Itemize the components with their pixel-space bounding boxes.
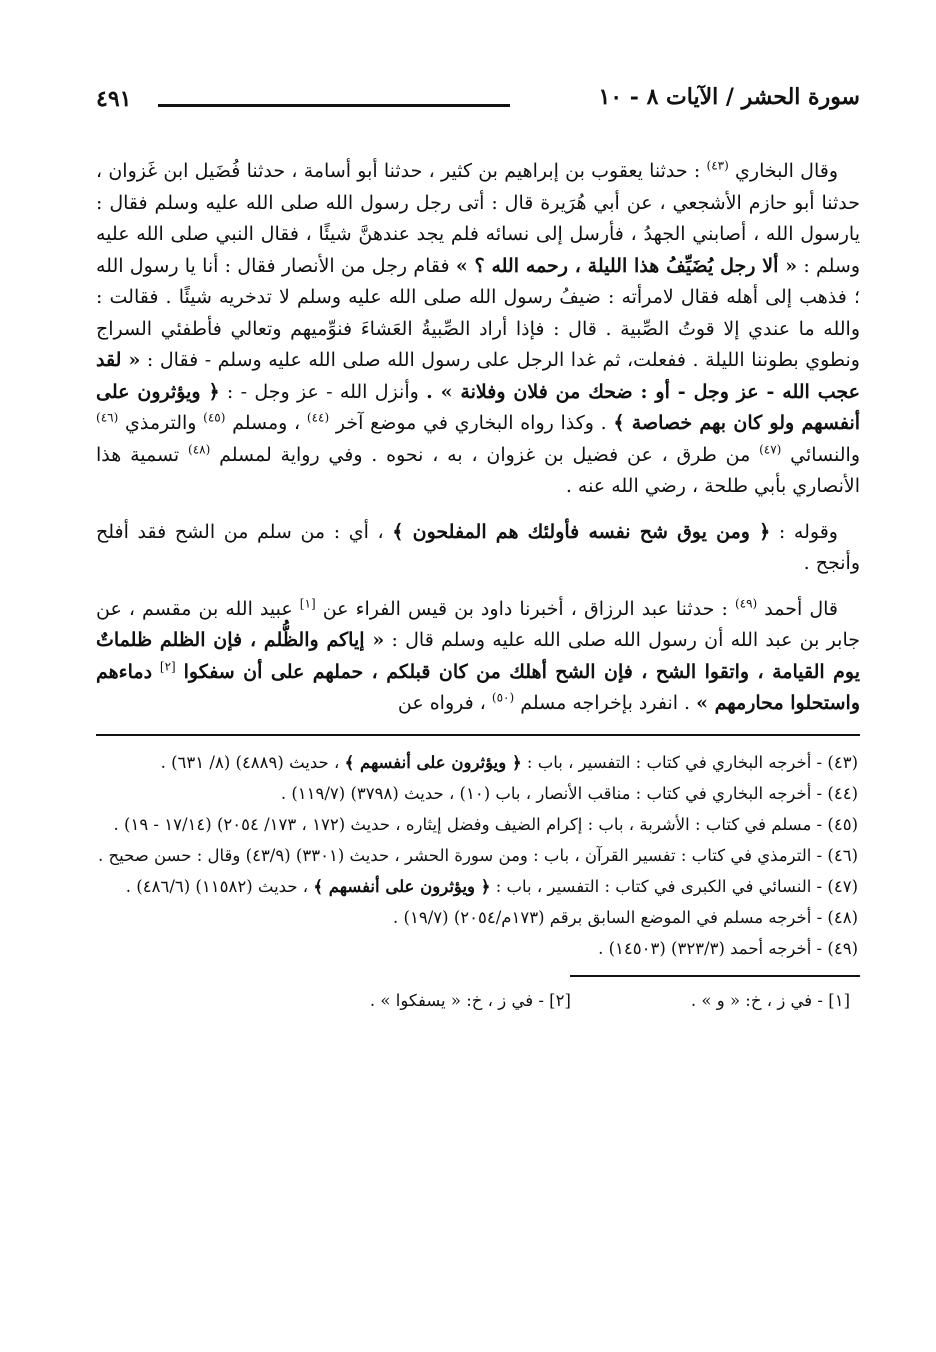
quran-verse: ﴿ ويؤثرون على أنفسهم ولو كان بهم خصاصة ﴾ (96, 380, 861, 434)
text: : حدثنا يعقوب بن إبراهيم بن كثير ، حدثنا أبو أسامة ، حدثنا فُضَيل ابن غَزوان ، حدثنا أبو حازم الأشجعي ، عن أبي هُرَيرة قال : أتى رجل رسول الله صلى الله عليه وسلم فقال : يارسول الله ، أصابني الجهدُ ، فأرسل إلى نسائه فلم يجد عندهنَّ شيئًا ، فقال النبي صلى الله عليه وسلم : (96, 160, 861, 277)
text: عبيد الله بن مقسم ، عن جابر بن عبد الله أن رسول الله صلى الله عليه وسلم قال : (96, 597, 860, 651)
apparatus-note: [١] - في ز ، خ: « و » . (690, 990, 850, 1010)
footnote-text: - أخرجه البخاري في كتاب : مناقب الأنصار ، باب (١٠) ، حديث (٣٧٩٨) (١١٩/٧) . (280, 783, 823, 803)
footnote-text: - الترمذي في كتاب : تفسير القرآن ، باب : ومن سورة الحشر ، حديث (٣٣٠١) (٤٣/٩) وقال : حسن صحيح . (97, 845, 823, 865)
apparatus-ref: [٢] (159, 659, 176, 674)
footnote-ref: (٤٤) (306, 410, 330, 425)
footnote (96, 810, 860, 839)
footnote-ref: (٤٩) (734, 596, 758, 611)
apparatus-separator (570, 975, 860, 977)
footnote-ref: (٤٦) (96, 410, 119, 425)
paragraph-verse-commentary (96, 517, 860, 580)
header-rule (158, 104, 510, 107)
footnote-number: (٤٩) (827, 938, 858, 958)
text: من طرق ، عن فضيل بن غزوان ، به ، نحوه . وفي رواية لمسلم (219, 443, 751, 466)
text: تسمية هذا الأنصاري بأبي طلحة ، رضي الله عنه . (96, 443, 860, 497)
footnote (96, 841, 860, 870)
page-number: ٤٩١ (96, 86, 132, 112)
text: وقال البخاري (735, 160, 838, 182)
footnote-number: (٤٤) (827, 783, 858, 803)
footnote-text: - أخرجه أحمد (٣٢٣/٣) (١٤٥٠٣) . (598, 938, 823, 958)
text: وقوله : (778, 520, 838, 543)
quran-verse: ﴿ ومن يوق شح نفسه فأولئك هم المفلحون ﴾ (392, 520, 771, 543)
footnote-text: - مسلم في كتاب : الأشربة ، باب : إكرام الضيف وفضل إيثاره ، حديث (١٧٢ ، ١٧٣/ ٢٠٥٤) (١٧/١٤ - ١٩) . (113, 814, 823, 834)
footnote-separator (96, 734, 860, 736)
footnote (96, 934, 860, 963)
paragraph-bukhari (96, 156, 860, 503)
paragraph-ahmad (96, 594, 860, 720)
text: . انفرد بإخراجه مسلم (520, 692, 691, 714)
footnote-ref: (٤٧) (759, 442, 782, 457)
footnote-ref: (٤٣) (706, 158, 729, 173)
main-text (96, 156, 860, 720)
text: والترمذي (124, 412, 197, 434)
footnote-number: (٤٧) (827, 876, 858, 896)
footnote-text: - أخرجه البخاري في كتاب : التفسير ، باب : (526, 752, 823, 772)
text: وأنزل الله - عز وجل - : (226, 380, 419, 403)
footnotes (96, 748, 860, 963)
text: فقام رجل من الأنصار فقال : أنا يا رسول الله ؛ فذهب إلى أهله فقال لامرأته : ضيفُ رسول الله صلى الله عليه وسلم لا تدخريه شيئًا . فقالت : والله ما عندي إلا قوتُ الصِّبية . قال : فإذا أراد الصِّبيةُ العَشاءَ فنوِّميهم وتعالي فأطفئي السراج ونطوي بطوننا الليلة . ففعلت، ثم غدا الرجل على رسول الله صلى الله عليه وسلم - فقال : (96, 254, 860, 371)
text: : حدثنا عبد الرزاق ، أخبرنا داود بن قيس الفراء عن (322, 597, 728, 620)
footnote (96, 872, 860, 901)
footnote-ref: (٤٥) (203, 410, 226, 425)
hadith-quote: « ألا رجل يُضَيِّفُ هذا الليلة ، رحمه الله ؟ » (455, 254, 798, 277)
text: والنسائي (790, 443, 860, 466)
footnote-text: - النسائي في الكبرى في كتاب : التفسير ، باب : (495, 876, 823, 896)
text: قال أحمد (764, 597, 839, 620)
critical-apparatus (96, 991, 860, 1010)
text: ، فرواه عن (397, 692, 486, 714)
footnote-number: (٤٦) (827, 845, 858, 865)
apparatus-note: [٢] - في ز ، خ: « يسفكوا » . (369, 990, 571, 1010)
footnote-number: (٤٥) (827, 814, 858, 834)
footnote-number: (٤٣) (827, 752, 858, 772)
footnote-ref: (٥٠) (491, 690, 515, 705)
footnote (96, 903, 860, 932)
footnote (96, 748, 860, 777)
running-title: سورة الحشر / الآيات ٨ - ١٠ (598, 84, 860, 110)
running-header (96, 80, 860, 120)
text: ، ومسلم (232, 412, 301, 434)
footnote-verse: ﴿ ويؤثرون على أنفسهم ﴾ (313, 876, 491, 896)
footnote-text: ، حديث (٤٨٨٩) (٨/ ٦٣١) . (160, 752, 340, 772)
hadith-quote: « لقد عجب الله - عز وجل - أو : ضحك من فلان وفلانة » . (96, 349, 860, 403)
footnote-text: ، حديث (١١٥٨٢) (٤٨٦/٦) . (125, 876, 309, 896)
footnote-text: - أخرجه مسلم في الموضع السابق برقم (١٧٣م/٢٠٥٤) (١٩/٧) . (393, 907, 823, 927)
text: . وكذا رواه البخاري في موضع آخر (335, 412, 607, 434)
apparatus-ref: [١] (299, 596, 316, 611)
book-page (96, 80, 860, 1010)
hadith-quote: « إياكم والظُّلم ، فإن الظلم ظلماتٌ يوم القيامة ، واتقوا الشح ، فإن الشح أهلك من كان قبلكم ، حملهم على أن سفكوا (96, 629, 860, 683)
footnote-number: (٤٨) (827, 907, 858, 927)
footnote-verse: ﴿ ويؤثرون على أنفسهم ﴾ (344, 752, 522, 772)
footnote-ref: (٤٨) (188, 442, 211, 457)
footnote (96, 779, 860, 808)
hadith-quote: دماءهم واستحلوا محارمهم » (96, 660, 860, 714)
text: ، أي : من سلم من الشح فقد أفلح وأنجح . (96, 520, 860, 574)
